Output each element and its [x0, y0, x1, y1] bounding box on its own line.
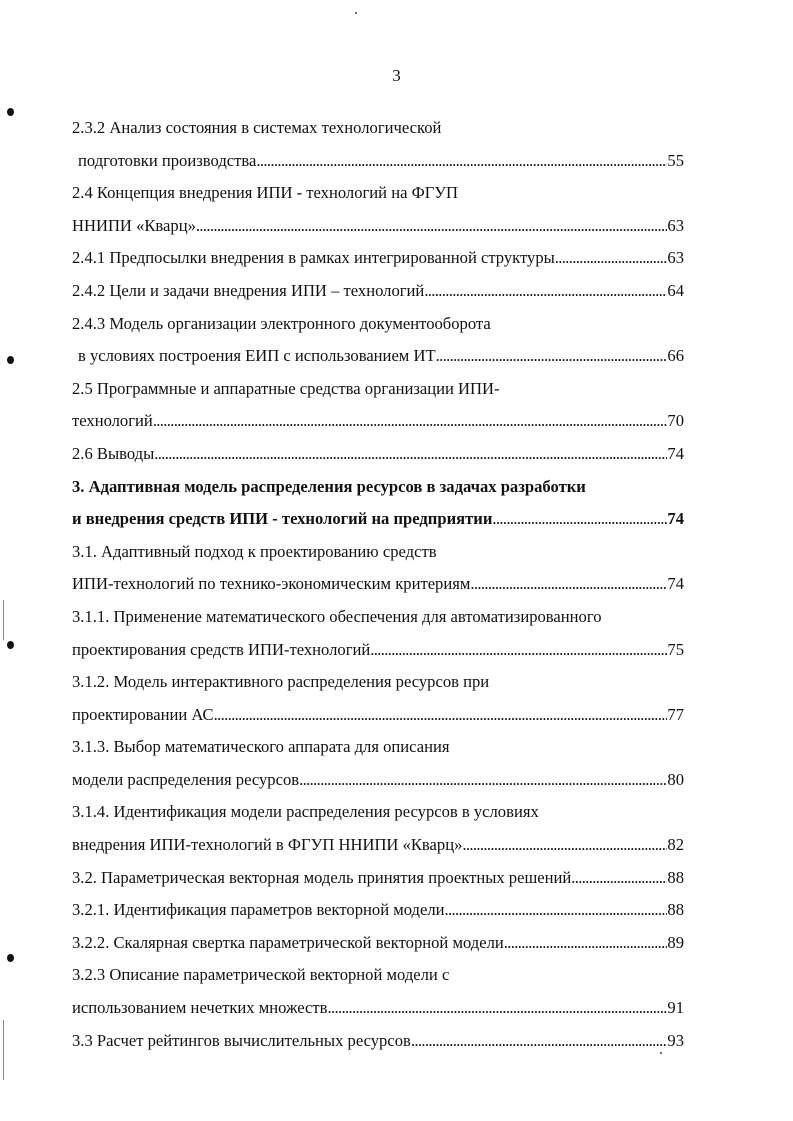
toc-entry [72, 666, 684, 699]
toc-entry-title: 2.4.3 Модель организации электронного документооборота [72, 313, 491, 333]
toc-entry-title: 3.2.2. Скалярная свертка параметрической векторной модели [72, 932, 504, 952]
toc-entry-page: 64 [667, 280, 684, 300]
toc-entry-title: 2.3.2 Анализ состояния в системах технологической [72, 118, 442, 137]
toc-dot-leader [154, 438, 667, 471]
toc-dot-leader [299, 764, 667, 797]
toc-entry-title: 3.1.4. Идентификация модели распределения ресурсов в условиях [72, 802, 539, 822]
toc-entry [72, 242, 684, 275]
page-number: 3 [392, 66, 401, 85]
toc-dot-leader [256, 145, 667, 178]
toc-entry-page: 74 [667, 443, 684, 463]
toc-dot-leader [571, 862, 667, 895]
toc-entry-title: 3.1.2. Модель интерактивного распределения ресурсов при [72, 672, 490, 692]
toc-entry-page: 77 [667, 704, 684, 724]
toc-dot-leader [328, 992, 668, 1025]
toc-entry-page: 70 [667, 411, 684, 431]
toc-dot-leader [445, 894, 668, 927]
toc-entry-title: и внедрения средств ИПИ - технологий на предприятии [72, 509, 493, 529]
toc-entry-title: 2.4.1 Предпосылки внедрения в рамках интегрированной структуры [72, 248, 555, 268]
toc-dot-leader [370, 634, 667, 667]
toc-entry [72, 796, 684, 829]
binder-hole-mark [7, 356, 14, 364]
toc-entry-title: 2.4.2 Цели и задачи внедрения ИПИ – технологий [72, 280, 425, 300]
toc-entry-title: 2.5 Программные и аппаратные средства организации ИПИ- [72, 378, 500, 398]
binder-hole-mark [7, 954, 14, 962]
scan-speck [355, 12, 357, 14]
toc-entry [72, 340, 684, 373]
toc-entry [72, 438, 684, 471]
scan-edge-mark [3, 600, 4, 640]
toc-entry-title: внедрения ИПИ-технологий в ФГУП ННИПИ «Кварц» [72, 835, 463, 855]
toc-entry [72, 405, 684, 438]
toc-entry [72, 601, 684, 634]
toc-entry-page: 75 [667, 639, 684, 659]
toc-entry-title: 3. Адаптивная модель распределения ресурсов в задачах разработки [72, 476, 586, 496]
toc-entry-title: модели распределения ресурсов [72, 769, 300, 789]
toc-entry-page: 88 [667, 900, 684, 920]
toc-entry-title: проектирования средств ИПИ-технологий [72, 639, 371, 659]
toc-entry-title: 3.1.3. Выбор математического аппарата для описания [72, 737, 450, 757]
toc-entry [72, 210, 684, 243]
toc-dot-leader [153, 405, 668, 438]
toc-dot-leader [424, 275, 667, 308]
toc-entry-page: 80 [667, 769, 684, 789]
toc-entry [72, 699, 684, 732]
toc-dot-leader [555, 242, 668, 275]
toc-entry-title: 2.4 Концепция внедрения ИПИ - технологий на ФГУП [72, 183, 459, 203]
toc-entry-title: 3.2.1. Идентификация параметров векторной модели [72, 900, 445, 920]
scan-edge-mark [3, 1020, 4, 1080]
toc-entry-title: технологий [72, 411, 153, 431]
toc-dot-leader [196, 210, 668, 243]
toc-entry-page: 63 [667, 215, 684, 235]
toc-entry-title: 3.3 Расчет рейтингов вычислительных ресурсов [72, 1030, 411, 1050]
toc-entry-page: 55 [667, 150, 684, 170]
toc-entry [72, 862, 684, 895]
toc-entry-page: 66 [667, 346, 684, 366]
toc-entry [72, 373, 684, 406]
scan-speck [660, 1052, 662, 1054]
toc-dot-leader [492, 503, 667, 536]
toc-entry-page: 93 [667, 1030, 684, 1050]
toc-entry-title: использованием нечетких множеств [72, 998, 328, 1018]
toc-entry-page: 74 [667, 509, 684, 529]
toc-dot-leader [214, 699, 668, 732]
toc-entry [72, 112, 684, 145]
toc-entry-page: 88 [667, 867, 684, 887]
toc-dot-leader [411, 1025, 668, 1058]
toc-dot-leader [462, 829, 667, 862]
toc-entry [72, 145, 684, 178]
toc-entry-title: 3.2.3 Описание параметрической векторной модели с [72, 965, 450, 985]
toc-entry [72, 1025, 684, 1058]
toc-entry-page: 89 [667, 932, 684, 952]
toc-entry-page: 63 [667, 248, 684, 268]
toc-entry-title: в условиях построения ЕИП с использованием ИТ [78, 346, 436, 366]
table-of-contents [72, 112, 684, 1057]
toc-entry [72, 927, 684, 960]
toc-entry-title: 3.2. Параметрическая векторная модель принятия проектных решений [72, 867, 572, 887]
toc-entry [72, 536, 684, 569]
toc-entry [72, 634, 684, 667]
toc-entry-title: ИПИ-технологий по технико-экономическим критериям [72, 574, 471, 594]
toc-entry [72, 177, 684, 210]
toc-entry-title: проектировании АС [72, 704, 214, 724]
toc-entry-page: 82 [667, 835, 684, 855]
toc-entry [72, 471, 684, 504]
toc-entry-title: ННИПИ «Кварц» [72, 215, 196, 235]
toc-dot-leader [504, 927, 668, 960]
toc-entry-title: 3.1. Адаптивный подход к проектированию средств [72, 541, 437, 561]
toc-entry [72, 894, 684, 927]
binder-hole-mark [7, 641, 14, 649]
toc-entry [72, 959, 684, 992]
toc-entry-title: 2.6 Выводы [72, 443, 155, 463]
toc-entry [72, 308, 684, 341]
toc-entry [72, 275, 684, 308]
toc-entry-page: 74 [667, 574, 684, 594]
toc-entry [72, 568, 684, 601]
toc-entry [72, 992, 684, 1025]
toc-entry-title: подготовки производства [78, 150, 257, 170]
toc-entry [72, 829, 684, 862]
binder-hole-mark [7, 108, 14, 116]
toc-entry [72, 503, 684, 536]
toc-dot-leader [436, 340, 668, 373]
toc-entry [72, 731, 684, 764]
toc-entry-page: 91 [667, 998, 684, 1018]
toc-dot-leader [470, 568, 667, 601]
toc-entry-title: 3.1.1. Применение математического обеспечения для автоматизированного [72, 606, 602, 626]
toc-entry [72, 764, 684, 797]
